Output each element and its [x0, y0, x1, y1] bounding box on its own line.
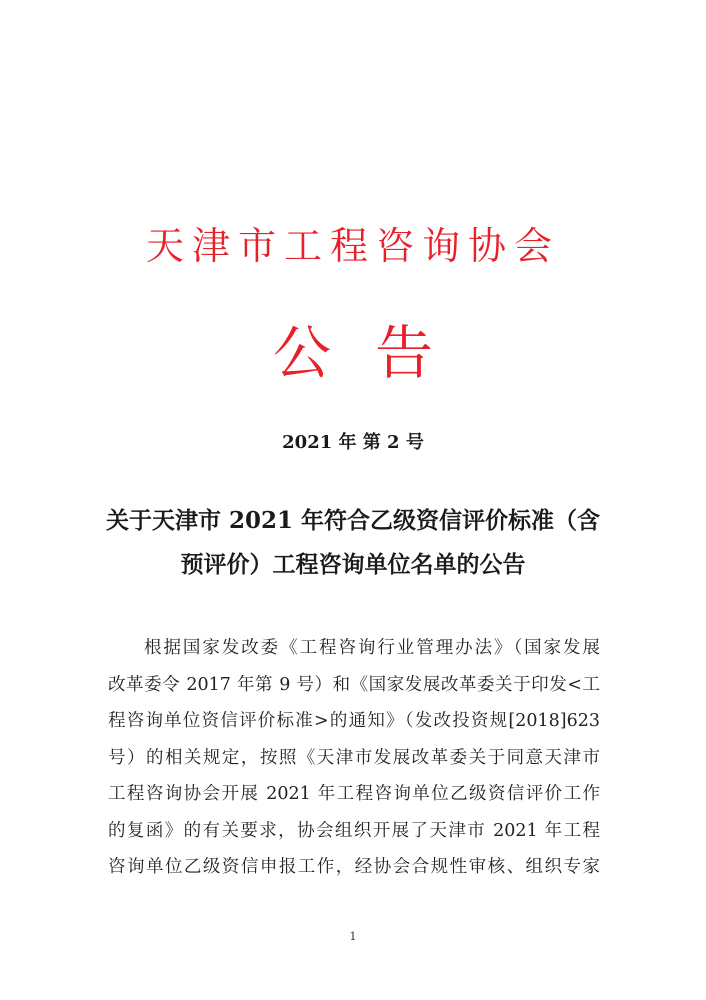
body-line: 根据国家发改委《工程咨询行业管理办法》（国家发展: [144, 638, 600, 658]
body-paragraph: [108, 630, 600, 886]
body-line: 程咨询单位资信评价标准>的通知》（发改投资规[2018]623: [108, 711, 600, 731]
body-line: 的复函》的有关要求，协会组织开展了天津市 2021 年工程: [108, 820, 600, 841]
body-line: 改革委令 2017 年第 9 号）和《国家发展改革委关于印发<工: [108, 674, 600, 695]
title-line: 关于天津市 2021 年符合乙级资信评价标准（含: [105, 507, 601, 534]
page-number: 1: [349, 930, 357, 943]
issue-number: 2021 年 第 2 号: [282, 432, 424, 453]
body-line: 号）的相关规定，按照《天津市发展改革委关于同意天津市: [108, 747, 600, 768]
document-type-left-char: 公: [272, 319, 331, 387]
announcement-title: [0, 499, 706, 587]
document-type-right-char: 告: [375, 319, 434, 387]
title-line: 预评价）工程咨询单位名单的公告: [180, 551, 526, 578]
document-type-heading: [0, 318, 706, 388]
body-line: 工程咨询协会开展 2021 年工程咨询单位乙级资信评价工作: [108, 784, 600, 804]
org-name-heading: 天津市工程咨询协会: [145, 224, 560, 268]
body-line: 咨询单位乙级资信申报工作，经协会合规性审核、组织专家: [108, 857, 600, 877]
